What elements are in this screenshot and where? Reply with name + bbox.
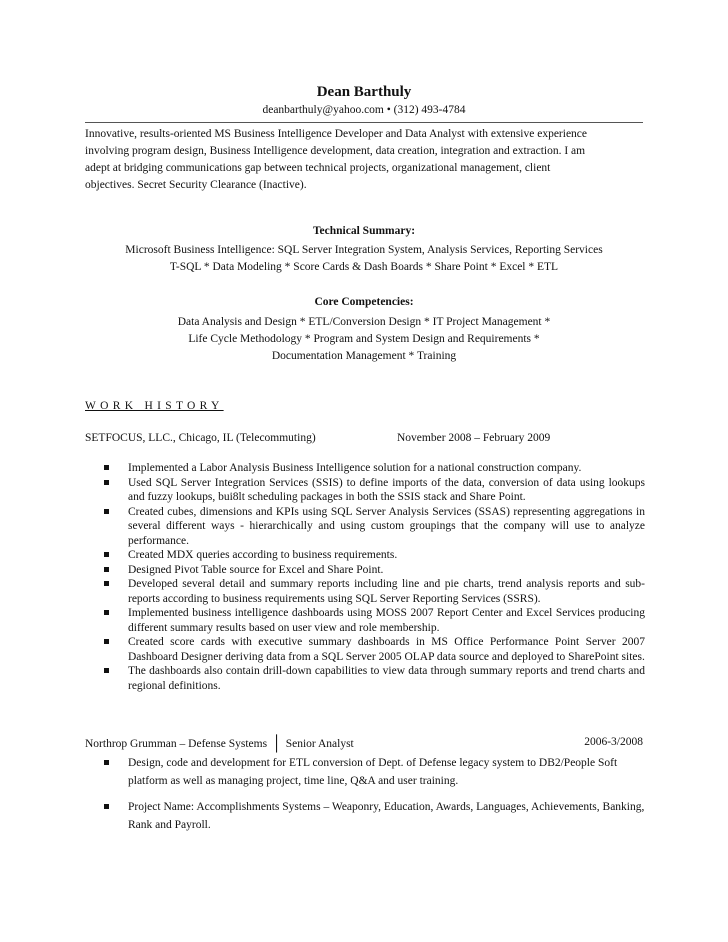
job-bullet: Created score cards with executive summary dashboards in MS Office Performance Point Server 2007 Dashboard Designer deriving data from a SQL Server 2005 OLAP data source and deployed to SharePoint sites. [85,635,645,664]
job-header [85,736,643,753]
square-bullet-icon [104,581,109,586]
job-bullet: Used SQL Server Integration Services (SSIS) to define imports of the data, conversion of data using lookups and fuzzy lookups, bui8lt scheduling packages in both the SSIS stack and Share Point. [85,476,645,505]
core-competency-line: Documentation Management * Training [271,350,457,362]
summary-line: adept at bridging communications gap between technical projects, organizational management, client [85,162,551,174]
square-bullet-icon [104,610,109,615]
technical-summary-line: Microsoft Business Intelligence: SQL Server Integration System, Analysis Services, Reporting Services [125,244,603,256]
summary-line: objectives. Secret Security Clearance (Inactive). [85,179,307,191]
job-header [85,432,551,444]
core-competency-line: Data Analysis and Design * ETL/Conversion Design * IT Project Management * [177,316,551,328]
candidate-name: Dean Barthuly [316,84,412,100]
core-competencies-lines [85,314,643,365]
technical-summary-title: Technical Summary: [312,225,416,237]
technical-summary-lines [85,242,643,276]
job-bullet: Project Name: Accomplishments Systems – Weaponry, Education, Awards, Languages, Achievements, Banking, Rank and Payroll. [85,798,645,834]
square-bullet-icon [104,465,109,470]
job-company: SETFOCUS, LLC., Chicago, IL (Telecommuting) [85,432,316,444]
job-bullet-list [85,754,645,842]
summary-line: involving program design, Business Intelligence development, data creation, integration and extraction. I am [85,145,586,157]
job-bullet: Created MDX queries according to business requirements. [85,548,645,563]
work-history-title: WORK HISTORY [85,400,224,412]
job-bullet: Developed several detail and summary reports including line and pie charts, trend analysis reports and sub-reports according to business requirements using SQL Server Reporting Services (SSRS). [85,577,645,606]
profile-summary [85,126,645,194]
job-bullet: Implemented a Labor Analysis Business Intelligence solution for a national construction company. [85,461,645,476]
job-bullet: Created cubes, dimensions and KPIs using SQL Server Analysis Services (SSAS) representing aggregations in several different ways - hierarchically and using custom groupings that the company will use to analyze performance. [85,505,645,549]
job-bullet: Designed Pivot Table source for Excel and Share Point. [85,563,645,578]
core-competency-line: Life Cycle Methodology * Program and System Design and Requirements * [188,333,540,345]
job-bullet: The dashboards also contain drill-down capabilities to view data through summary reports and trend charts and regional definitions. [85,664,645,693]
title-separator: │ [271,736,282,752]
square-bullet-icon [104,668,109,673]
square-bullet-icon [104,480,109,485]
job-role: Senior Analyst [285,738,354,750]
core-competencies-title: Core Competencies: [314,296,414,308]
summary-line: Innovative, results-oriented MS Business Intelligence Developer and Data Analyst with extensive experience [85,128,588,140]
square-bullet-icon [104,804,109,809]
job-dates: November 2008 – February 2009 [397,432,551,444]
job-bullet-list [85,461,645,693]
header-divider [85,122,643,123]
square-bullet-icon [104,552,109,557]
contact-line: deanbarthuly@yahoo.com • (312) 493-4784 [262,104,466,116]
technical-summary-line: T-SQL * Data Modeling * Score Cards & Dash Boards * Share Point * Excel * ETL [169,261,559,273]
square-bullet-icon [104,567,109,572]
square-bullet-icon [104,760,109,765]
job-bullet: Implemented business intelligence dashboards using MOSS 2007 Report Center and Excel Services producing different summary results based on user view and role membership. [85,606,645,635]
job-dates: 2006-3/2008 [584,736,643,748]
square-bullet-icon [104,639,109,644]
job-bullet: Design, code and development for ETL conversion of Dept. of Defense legacy system to DB2/People Soft platform as well as managing project, time line, Q&A and user training. [85,754,645,790]
job-company: Northrop Grumman – Defense Systems [85,738,268,750]
square-bullet-icon [104,509,109,514]
